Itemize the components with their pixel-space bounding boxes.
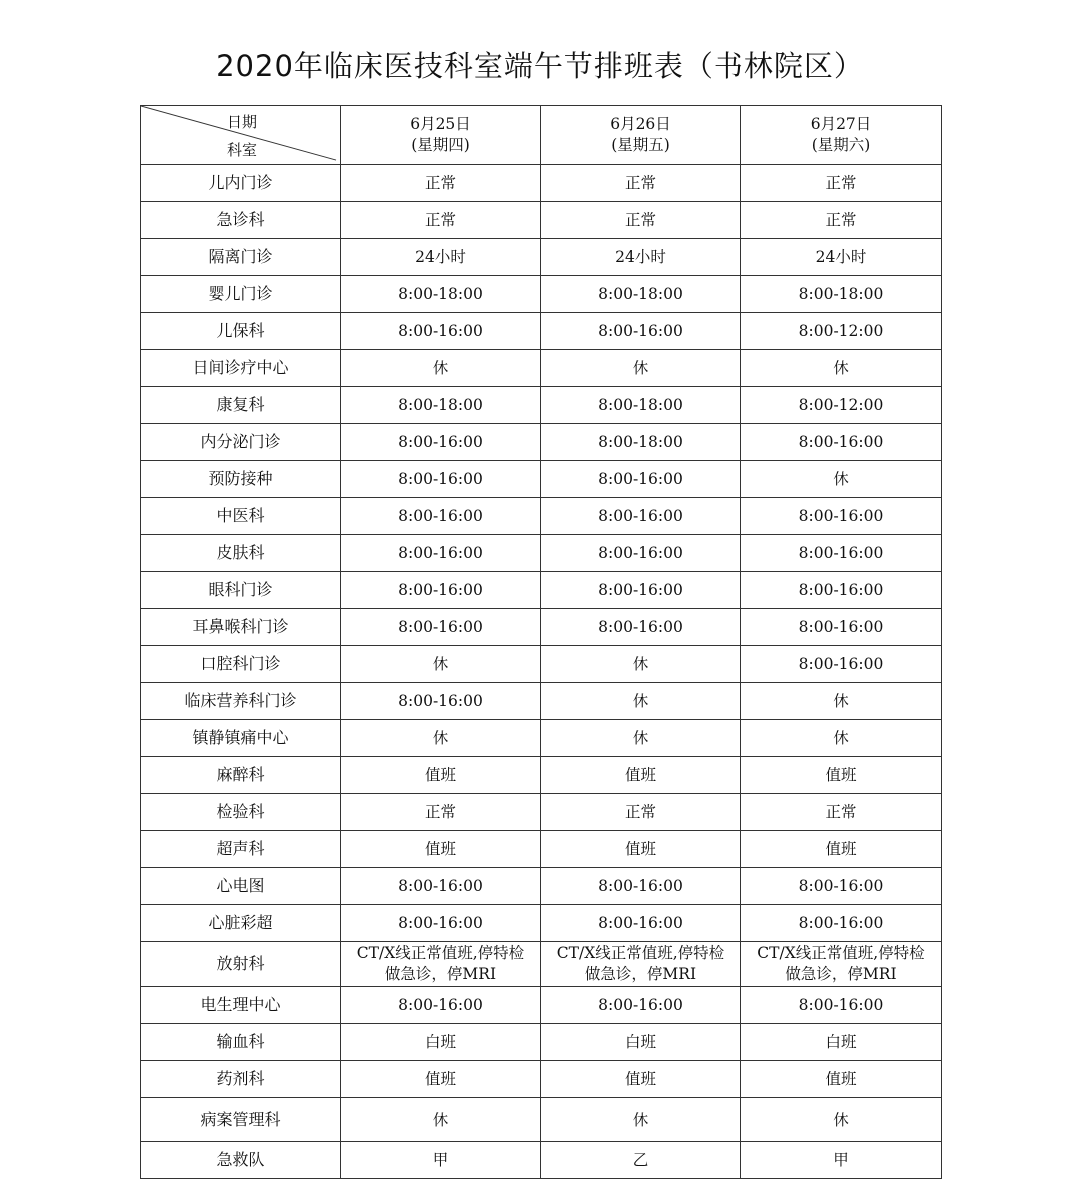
table-row: [141, 757, 942, 794]
schedule-cell: 8:00-12:00: [741, 387, 942, 424]
schedule-cell: 正常: [741, 165, 942, 202]
schedule-cell: 8:00-16:00: [341, 461, 541, 498]
date-header-cell: [541, 106, 741, 165]
schedule-cell: 8:00-16:00: [341, 905, 541, 942]
department-cell: 药剂科: [141, 1061, 341, 1098]
schedule-cell: 8:00-16:00: [541, 535, 741, 572]
schedule-cell: 正常: [541, 202, 741, 239]
table-row: [141, 942, 942, 987]
schedule-cell: 8:00-16:00: [741, 646, 942, 683]
schedule-cell: 值班: [341, 1061, 541, 1098]
table-row: [141, 165, 942, 202]
table-row: [141, 572, 942, 609]
corner-date-label: 日期: [227, 113, 258, 131]
schedule-cell: 8:00-16:00: [541, 498, 741, 535]
department-cell: 镇静镇痛中心: [141, 720, 341, 757]
table-row: [141, 831, 942, 868]
table-row: [141, 1098, 942, 1142]
schedule-cell: 8:00-16:00: [541, 313, 741, 350]
table-row: [141, 720, 942, 757]
department-cell: 急救队: [141, 1142, 341, 1179]
schedule-cell: 值班: [741, 757, 942, 794]
schedule-cell: 8:00-16:00: [541, 905, 741, 942]
table-row: [141, 1142, 942, 1179]
table-row: [141, 313, 942, 350]
table-row: [141, 350, 942, 387]
schedule-cell: 8:00-16:00: [341, 572, 541, 609]
schedule-cell: 休: [741, 720, 942, 757]
department-cell: 心电图: [141, 868, 341, 905]
schedule-cell: 正常: [541, 794, 741, 831]
schedule-cell: 正常: [541, 165, 741, 202]
schedule-cell: 休: [541, 720, 741, 757]
table-row: [141, 202, 942, 239]
schedule-cell: 8:00-18:00: [541, 424, 741, 461]
department-cell: 病案管理科: [141, 1098, 341, 1142]
table-row: [141, 387, 942, 424]
schedule-cell: 8:00-16:00: [541, 987, 741, 1024]
table-row: [141, 609, 942, 646]
department-cell: 电生理中心: [141, 987, 341, 1024]
department-cell: 检验科: [141, 794, 341, 831]
schedule-cell: 8:00-16:00: [341, 987, 541, 1024]
department-cell: 皮肤科: [141, 535, 341, 572]
schedule-cell: 休: [741, 350, 942, 387]
schedule-cell: 值班: [541, 831, 741, 868]
header-row: [141, 106, 942, 165]
schedule-cell: [341, 942, 541, 987]
schedule-cell: 8:00-16:00: [741, 424, 942, 461]
schedule-cell: 正常: [341, 794, 541, 831]
schedule-cell-line: CT/X线正常值班,停特检: [757, 944, 925, 962]
department-cell: 眼科门诊: [141, 572, 341, 609]
department-cell: 超声科: [141, 831, 341, 868]
schedule-cell: 正常: [741, 202, 942, 239]
department-cell: 急诊科: [141, 202, 341, 239]
schedule-cell: 休: [341, 720, 541, 757]
schedule-cell: 8:00-16:00: [741, 905, 942, 942]
department-cell: 儿保科: [141, 313, 341, 350]
schedule-cell: 正常: [341, 165, 541, 202]
schedule-cell: 休: [541, 350, 741, 387]
table-row: [141, 239, 942, 276]
schedule-cell: 休: [341, 1098, 541, 1142]
schedule-cell: 8:00-16:00: [541, 461, 741, 498]
date-label: 6月25日: [410, 115, 471, 133]
department-cell: 内分泌门诊: [141, 424, 341, 461]
department-cell: 耳鼻喉科门诊: [141, 609, 341, 646]
department-cell: 麻醉科: [141, 757, 341, 794]
schedule-cell: 8:00-16:00: [341, 868, 541, 905]
date-label: 6月27日: [810, 115, 872, 133]
date-label: 6月26日: [610, 115, 671, 133]
schedule-cell: 24小时: [741, 239, 942, 276]
schedule-cell: 8:00-16:00: [741, 868, 942, 905]
schedule-cell: 8:00-18:00: [541, 387, 741, 424]
schedule-cell: 甲: [341, 1142, 541, 1179]
schedule-cell: 8:00-16:00: [341, 683, 541, 720]
department-cell: 中医科: [141, 498, 341, 535]
schedule-cell-line: CT/X线正常值班,停特检: [356, 944, 525, 962]
schedule-cell: 休: [341, 350, 541, 387]
schedule-cell: 甲: [741, 1142, 942, 1179]
schedule-cell: 8:00-16:00: [341, 424, 541, 461]
department-cell: 婴儿门诊: [141, 276, 341, 313]
schedule-cell: 白班: [741, 1024, 942, 1061]
schedule-cell-line: 做急诊，停MRI: [584, 965, 697, 983]
corner-header-cell: [141, 106, 341, 165]
table-row: [141, 498, 942, 535]
department-cell: 日间诊疗中心: [141, 350, 341, 387]
department-cell: 康复科: [141, 387, 341, 424]
schedule-cell: 休: [541, 683, 741, 720]
schedule-cell: 8:00-16:00: [541, 868, 741, 905]
department-cell: 预防接种: [141, 461, 341, 498]
table-row: [141, 424, 942, 461]
table-row: [141, 987, 942, 1024]
schedule-cell: 24小时: [541, 239, 741, 276]
department-cell: 临床营养科门诊: [141, 683, 341, 720]
schedule-cell: 值班: [741, 1061, 942, 1098]
table-row: [141, 1024, 942, 1061]
schedule-cell: [541, 942, 741, 987]
schedule-cell: 8:00-16:00: [741, 987, 942, 1024]
department-cell: 隔离门诊: [141, 239, 341, 276]
schedule-cell: 8:00-18:00: [541, 276, 741, 313]
schedule-cell: 8:00-16:00: [341, 498, 541, 535]
schedule-cell: 8:00-16:00: [341, 609, 541, 646]
schedule-cell: 8:00-16:00: [541, 572, 741, 609]
schedule-cell-line: CT/X线正常值班,停特检: [556, 944, 725, 962]
schedule-cell: 休: [541, 646, 741, 683]
schedule-cell: 8:00-16:00: [341, 535, 541, 572]
weekday-label: (星期五): [611, 136, 670, 154]
schedule-table: [140, 105, 942, 1179]
schedule-cell: 白班: [341, 1024, 541, 1061]
schedule-cell: 8:00-16:00: [741, 498, 942, 535]
table-row: [141, 276, 942, 313]
schedule-cell: 休: [741, 1098, 942, 1142]
schedule-cell: 正常: [341, 202, 541, 239]
schedule-cell: 白班: [541, 1024, 741, 1061]
schedule-cell: 休: [741, 683, 942, 720]
schedule-cell: 8:00-16:00: [741, 609, 942, 646]
schedule-cell: 值班: [541, 1061, 741, 1098]
schedule-cell: 24小时: [341, 239, 541, 276]
schedule-cell: 值班: [341, 831, 541, 868]
department-cell: 心脏彩超: [141, 905, 341, 942]
schedule-cell: 值班: [541, 757, 741, 794]
schedule-cell: 8:00-16:00: [541, 609, 741, 646]
schedule-cell: 8:00-18:00: [341, 387, 541, 424]
date-header-cell: [341, 106, 541, 165]
department-cell: 儿内门诊: [141, 165, 341, 202]
date-header-cell: [741, 106, 942, 165]
schedule-cell: 乙: [541, 1142, 741, 1179]
schedule-cell-line: 做急诊，停MRI: [785, 965, 897, 983]
table-row: [141, 535, 942, 572]
page-title: 2020年临床医技科室端午节排班表（书林院区）: [216, 49, 864, 83]
schedule-cell: 休: [541, 1098, 741, 1142]
schedule-cell: 休: [341, 646, 541, 683]
schedule-cell: [741, 942, 942, 987]
department-cell: 口腔科门诊: [141, 646, 341, 683]
table-row: [141, 868, 942, 905]
table-row: [141, 1061, 942, 1098]
table-row: [141, 461, 942, 498]
schedule-cell: 8:00-12:00: [741, 313, 942, 350]
weekday-label: (星期六): [811, 136, 871, 154]
schedule-cell: 8:00-16:00: [341, 313, 541, 350]
schedule-cell: 8:00-18:00: [741, 276, 942, 313]
table-row: [141, 683, 942, 720]
table-row: [141, 646, 942, 683]
table-row: [141, 794, 942, 831]
schedule-cell: 正常: [741, 794, 942, 831]
schedule-cell: 8:00-16:00: [741, 535, 942, 572]
schedule-cell: 8:00-16:00: [741, 572, 942, 609]
schedule-cell: 值班: [341, 757, 541, 794]
schedule-cell: 休: [741, 461, 942, 498]
department-cell: 放射科: [141, 942, 341, 987]
department-cell: 输血科: [141, 1024, 341, 1061]
schedule-cell: 8:00-18:00: [341, 276, 541, 313]
schedule-cell-line: 做急诊，停MRI: [384, 965, 497, 983]
corner-dept-label: 科室: [227, 141, 258, 159]
schedule-cell: 值班: [741, 831, 942, 868]
table-row: [141, 905, 942, 942]
weekday-label: (星期四): [411, 136, 470, 154]
